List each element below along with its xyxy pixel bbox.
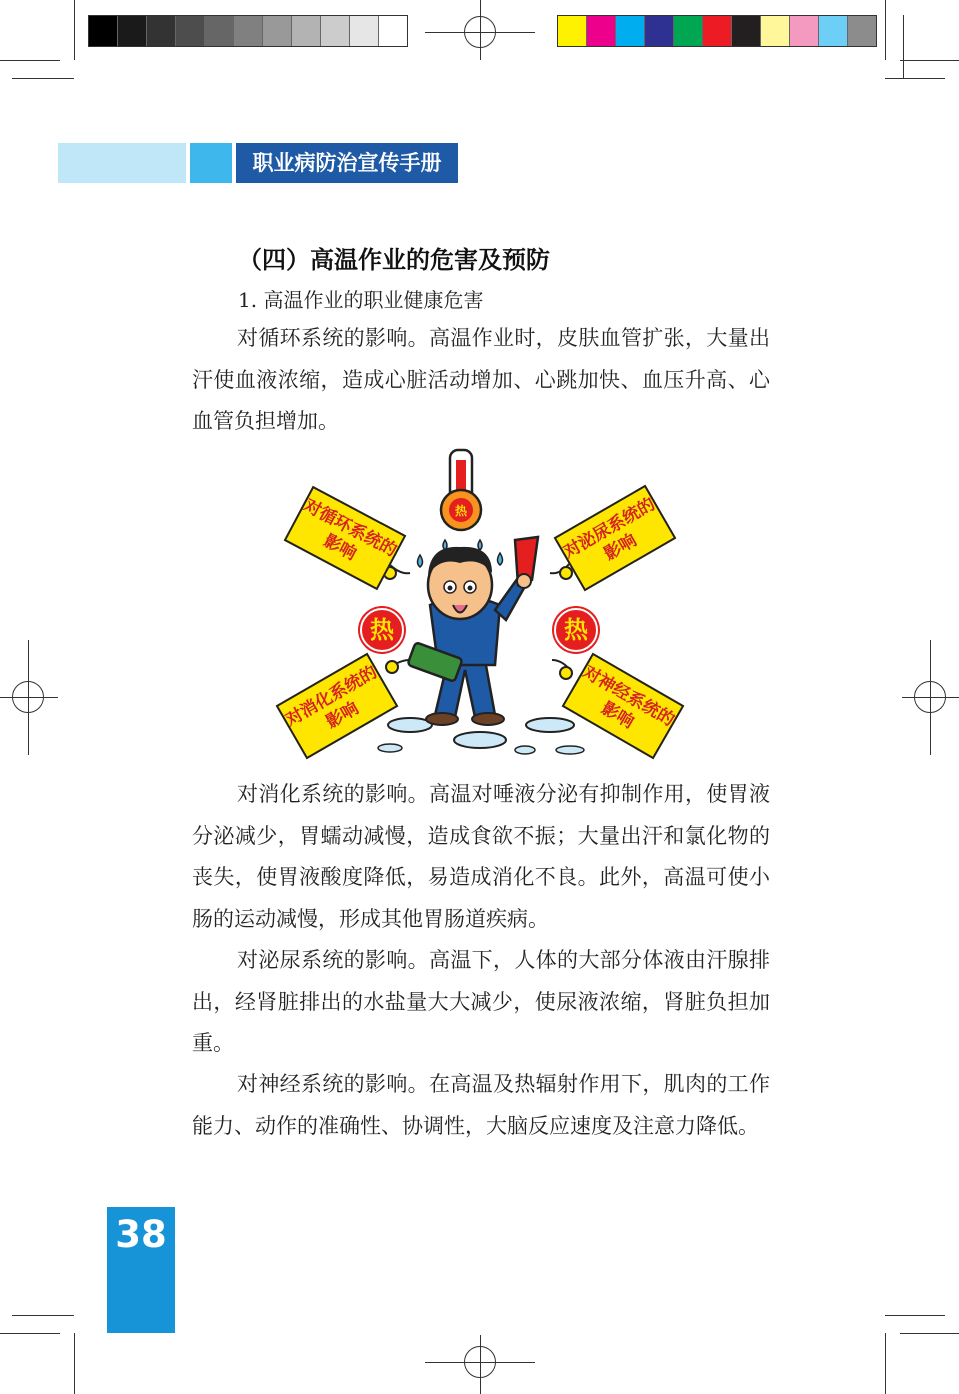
paragraph-circulatory: 对循环系统的影响。高温作业时，皮肤血管扩张，大量出汗使血液浓缩，造成心脏活动增加、心跳加快、血压升高、心血管负担增加。 — [192, 326, 770, 433]
header-band-light — [58, 143, 186, 183]
paragraph-digestive: 对消化系统的影响。高温对唾液分泌有抑制作用，使胃液分泌减少，胃蠕动减慢，造成食欲不振；大量出汗和氯化物的丧失，使胃液酸度降低，易造成消化不良。此外，高温可使小肠的运动减慢，形成其他胃肠道疾病。 — [192, 782, 770, 931]
tag-circulatory: 对循环系统的影响 — [284, 486, 407, 591]
thermometer-label: 热 — [454, 504, 467, 518]
hot-badge-left: 热 — [360, 608, 404, 652]
header-title: 职业病防治宣传手册 — [236, 143, 458, 183]
tag-nervous: 对神经系统的影响 — [562, 653, 685, 760]
section-heading: （四）高温作业的危害及预防 — [238, 246, 550, 274]
illustration — [270, 445, 690, 765]
tag-urinary: 对泌尿系统的影响 — [554, 485, 677, 592]
paragraph-nervous: 对神经系统的影响。在高温及热辐射作用下，肌肉的工作能力、动作的准确性、协调性，大脑反应速度及注意力降低。 — [192, 1072, 770, 1138]
subheading: 1. 高温作业的职业健康危害 — [238, 288, 484, 312]
paragraph-urinary: 对泌尿系统的影响。高温下，人体的大部分体液由汗腺排出，经肾脏排出的水盐量大大减少，使尿液浓缩，肾脏负担加重。 — [192, 948, 770, 1055]
page-number: 38 — [107, 1207, 175, 1333]
hot-badge-right: 热 — [554, 608, 598, 652]
header-band-mid — [190, 143, 232, 183]
tag-digestive: 对消化系统的影响 — [276, 653, 399, 760]
